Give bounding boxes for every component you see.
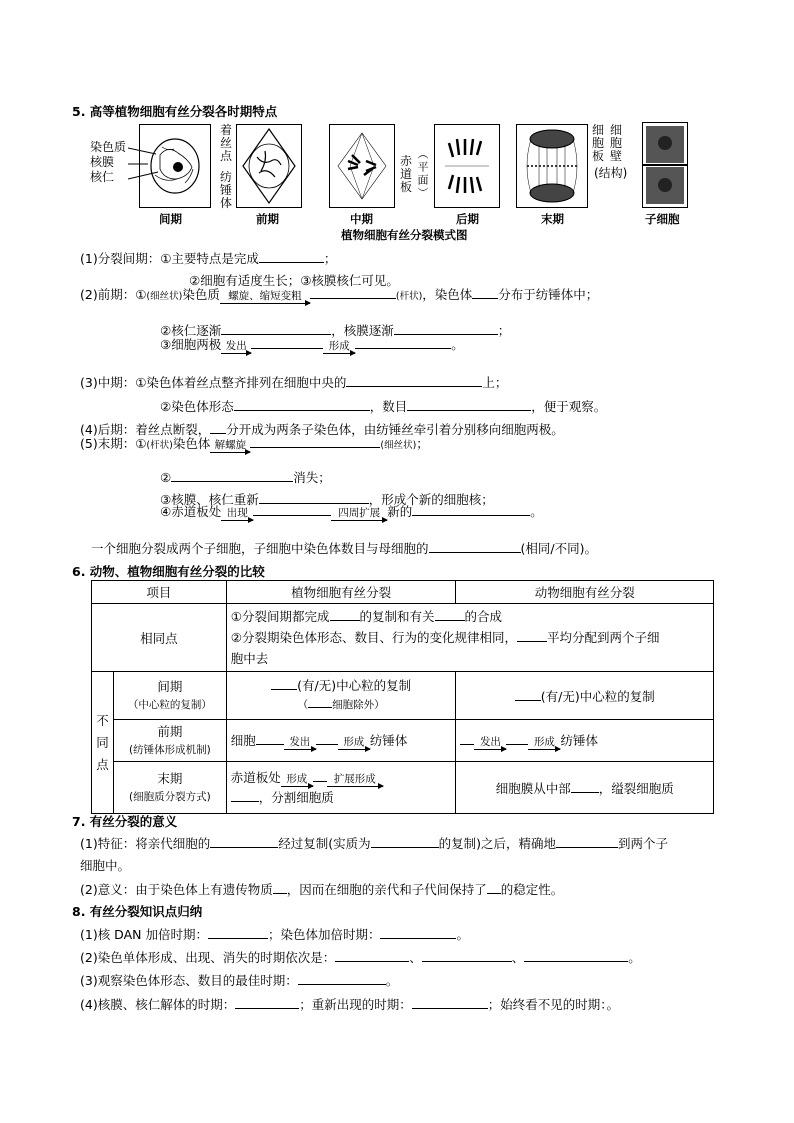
blank[interactable] [422,949,512,962]
s8-text: 。 [456,927,469,942]
label-equator-3: 板 [400,180,413,194]
arrow-form [323,341,355,354]
blank[interactable] [335,949,409,962]
label-cellplate-3: 板 [592,149,605,163]
label-nucleolus: 核仁 [90,170,115,184]
same-content [226,604,713,672]
blank[interactable] [256,732,284,745]
observe-text: ，便于观察。 [531,399,607,414]
r1-name: 间期 [157,678,183,694]
telophase-line-1 [80,434,429,453]
header-animal: 动物细胞有丝分裂 [456,581,714,604]
same-text: ②分裂期染色体形态、数目、行为的变化规律相同， [230,630,518,645]
r3-plant-text: 赤道板处 [230,769,281,785]
caption-metaphase: 中期 [350,212,373,226]
label-spindle-3: 体 [220,196,233,210]
prophase-cell-figure [236,124,302,208]
blank[interactable] [380,926,456,939]
metaphase-line-1 [80,373,507,391]
s8-text: 。 [628,950,641,965]
blank[interactable] [210,421,226,434]
blank[interactable] [394,322,498,335]
caption-daughter-cells: 子细胞 [645,212,680,226]
interphase-pointer-lines [128,144,168,184]
label-cellwall-2: 胞 [610,136,623,150]
equator-text: ④赤道板处 [160,504,222,519]
disappear-text: 消失； [293,470,331,485]
reform-text: ③核膜、核仁重新 [160,492,259,507]
arrow-coil [220,291,310,304]
caption-interphase: 间期 [159,212,182,226]
arrow-emit [474,737,506,750]
same-label: 相同点 [92,604,227,672]
r3-animal [456,762,714,814]
arrow-label: 发出 [479,736,501,748]
r3-plant-line-2 [231,788,452,808]
figure-labels-equator [400,155,412,194]
r1-label [113,672,226,720]
blank[interactable] [298,972,386,985]
table-row-same [92,604,714,672]
spindle-text: 纺锤体 [369,733,408,748]
diff-label-cell [92,672,114,814]
s7-text: 经过复制(实质为 [278,836,371,851]
figure-labels-cellwall [610,124,622,163]
label-plane: （平面） [416,148,429,200]
arrow-label: 发出 [225,340,247,352]
s7-text: 到两个子 [618,836,669,851]
s8-text: ；重新出现的时期： [299,997,412,1012]
s8-text: (3)观察染色体形态、数目的最佳时期： [80,973,298,988]
rod-state-label: (杆状) [395,291,423,302]
arrow-expand [327,774,383,787]
telophase-line-2 [160,468,331,486]
r3-animal-text-2: ，缢裂细胞质 [598,780,674,796]
arrow-emit [221,341,251,354]
same-text: ①分裂间期都完成 [230,609,330,624]
telophase-cell-drawing [517,125,587,207]
summary-options: (相同/不同)。 [520,541,597,556]
arrow-label: 扩展形成 [333,772,376,785]
figure-labels-cellplate [592,124,604,163]
diff-label: 不同点 [96,712,109,772]
arrow-label: 发出 [289,736,311,748]
prophase-line-3 [160,335,464,354]
label-cellplate-1: 细 [592,123,605,137]
caption-anaphase: 后期 [456,212,479,226]
blank[interactable] [231,789,259,802]
blank[interactable] [472,286,498,299]
new-text: 新的 [387,504,413,519]
blank[interactable] [571,780,599,793]
r2-plant [226,720,456,762]
r2-animal [456,720,714,762]
table-header-row [92,581,714,604]
arrow-appear [221,508,253,521]
label-centromere-2: 丝 [220,136,233,150]
r3-sub: (细胞质分裂方式) [129,790,211,803]
blank[interactable] [234,398,370,411]
summary-line [91,539,597,557]
blank[interactable] [316,732,338,745]
rod-state-label: (杆状) [146,440,173,451]
s7-text: 的稳定性。 [500,882,564,897]
thread-state-label: (细丝状) [380,440,417,451]
metaphase-cell-figure [329,124,395,208]
summary-text: 一个细胞分裂成两个子细胞，子细胞中染色体数目与母细胞的 [91,541,429,556]
s8-text: (1)核 DAN 加倍时期： [80,927,208,942]
table-row-telophase [92,762,714,814]
distribution-text: 分布于纺锤体中； [498,287,599,302]
s7-line-1b: 细胞中。 [80,858,131,873]
arrow-label: 四周扩展 [338,507,381,519]
arrow-label: 形成 [328,340,350,352]
caption-telophase: 末期 [541,212,564,226]
blank[interactable] [412,503,530,516]
blank[interactable] [524,949,628,962]
chromosome-text: ，染色体 [422,287,473,302]
s7-line-1 [80,834,668,852]
blank[interactable] [250,435,380,448]
metaphase-text: (3)中期：①染色体着丝点整齐排列在细胞中央的 [80,375,347,390]
blank[interactable] [313,769,327,782]
telophase-sub: ② [160,470,172,485]
metaphase-line-2 [160,397,606,415]
r3-plant [226,762,456,814]
interphase-text: (1)分裂间期：①主要特点是完成 [80,251,259,266]
blank[interactable] [346,374,482,387]
r2-label [113,720,226,762]
same-text: 的复制和有关 [359,609,435,624]
figure-title: 植物细胞有丝分裂模式图 [341,228,468,242]
r3-name: 末期 [157,770,183,786]
header-plant: 植物细胞有丝分裂 [226,581,456,604]
same-line-2 [231,627,709,648]
blank[interactable] [355,336,451,349]
r2-plant-text: 细胞 [230,733,256,748]
interphase-line-1: (1)分裂间期：①主要特点是完成 ； [80,251,337,266]
label-nuclear-membrane: 核膜 [90,155,115,169]
prophase-line-1 [80,285,598,304]
blank[interactable] [506,732,528,745]
arrow-uncoil [210,440,250,453]
s7-text: ，因而在细胞的亲代和子代间保持了 [286,882,487,897]
caption-prophase: 前期 [256,212,279,226]
chromatin-text: 染色质 [182,287,220,302]
telophase-num: (5)末期：① [80,436,147,451]
poles-text: ③细胞两极 [160,337,222,352]
arrow-form [338,737,370,750]
r1-animal [456,672,714,720]
chromosome-text: 染色体 [172,436,211,451]
blank[interactable] [210,835,278,848]
arrow-form [528,737,560,750]
blank[interactable] [271,677,297,690]
s8-line-1 [80,925,469,943]
blank[interactable] [221,322,331,335]
arrow-label: 螺旋、缩短变粗 [228,290,302,302]
prophase-cell-drawing [237,125,301,207]
r1-sub: （中心粒的复制） [127,698,212,711]
s8-text: ；始终看不见的时期：。 [487,997,619,1012]
section-6-title: 6. 动物、植物细胞有丝分裂的比较 [72,564,265,579]
telophase-line-4 [160,502,543,521]
label-spindle-1: 纺 [220,170,233,184]
blank[interactable] [517,629,547,642]
header-item: 项目 [92,581,227,604]
blank[interactable] [407,398,531,411]
blank[interactable] [515,688,541,701]
label-structure: (结构) [594,166,628,180]
blank[interactable] [310,286,396,299]
blank[interactable] [253,503,331,516]
blank[interactable] [235,996,299,1009]
s8-text: (2)染色单体形成、出现、消失的时期依次是： [80,950,336,965]
label-cellwall-1: 细 [610,123,623,137]
label-chromatin: 染色质 [90,140,127,154]
anaphase-cell-figure [434,124,500,208]
prophase-num: (2)前期：① [80,287,147,302]
punct: 。 [530,504,543,519]
table-row-interphase [92,672,714,720]
interphase-line-2: ②细胞有适度生长；③核膜核仁可见。 [189,273,399,288]
same-line-1 [231,606,709,627]
r1-plant-text: (有/无)中心粒的复制 [297,678,412,693]
arrow-emit [284,737,316,750]
arrow-label: 形成 [343,736,365,748]
membrane-text: ，核膜逐渐 [331,323,394,338]
s7-text: 的复制)之后，精确地 [438,836,556,851]
r3-label [113,762,226,814]
shape-text: ②染色体形态 [160,399,234,414]
nucleolus-text: ②核仁逐渐 [160,323,222,338]
blank[interactable] [273,881,287,894]
arrow-label: 出现 [226,507,248,519]
blank[interactable] [208,926,268,939]
blank[interactable] [259,250,324,263]
r3-plant-line-1 [231,768,452,788]
comparison-table [91,580,714,814]
r1-plant-note [231,695,452,714]
blank[interactable] [429,540,521,553]
s8-text: 、 [511,950,525,965]
s8-text: 。 [385,973,399,988]
count-text: ，数目 [369,399,408,414]
blank[interactable] [412,996,488,1009]
same-text: 平均分配到两个子细 [547,630,660,645]
same-line-3: 胞中去 [230,651,269,666]
blank[interactable] [435,608,465,621]
same-text: 的合成 [464,609,503,624]
label-spindle-2: 锤 [220,183,233,197]
arrow-label: 形成 [533,736,555,748]
r1-plant-line [231,677,452,695]
telophase-cell-figure [516,124,588,208]
blank[interactable] [371,835,439,848]
r2-sub: (纺锤体形成机制) [129,743,211,756]
s8-text: ；染色体加倍时期： [267,927,381,942]
blank[interactable] [487,881,501,894]
s7-text: (2)意义：由于染色体上有遗传物质 [80,882,273,897]
blank[interactable] [308,695,332,708]
section-7-title: 7. 有丝分裂的意义 [72,814,178,829]
figure-labels-prophase [220,124,232,210]
section-5-title: 5. 高等植物细胞有丝分裂各时期特点 [72,104,278,119]
r3-plant-text-2: ，分割细胞质 [258,789,334,805]
anaphase-text: (4)后期：着丝点断裂， [80,422,211,437]
arrow-form [281,774,313,787]
blank[interactable] [171,469,293,482]
daughter-cells-figure [642,122,688,208]
label-equator-1: 赤 [400,154,413,168]
r2-name: 前期 [157,723,183,739]
blank[interactable] [251,336,323,349]
s8-text: (4)核膜、核仁解体的时期： [80,997,236,1012]
blank[interactable] [460,732,474,745]
blank[interactable] [330,608,360,621]
nucleus-text: ，形成个新的细胞核； [368,492,494,507]
label-centromere-1: 着 [220,123,233,137]
punct: 上； [482,375,508,390]
punct: ； [416,436,429,451]
arrow-expand [331,508,387,521]
label-centromere-3: 点 [220,149,233,163]
punct: 。 [451,337,464,352]
note-open: （ [297,699,309,711]
daughter-cells-drawing [643,123,687,207]
spindle-text: 纺锤体 [560,733,598,748]
label-equator-2: 道 [400,167,413,181]
anaphase-cell-drawing [435,125,499,207]
punct: ； [497,323,511,338]
thread-state-label: (细丝状) [146,291,183,302]
section-8-title: 8. 有丝分裂知识点归纳 [72,904,203,919]
r3-animal-text: 细胞膜从中部 [495,780,571,796]
r1-animal-text: (有/无)中心粒的复制 [540,688,655,704]
table-row-prophase [92,720,714,762]
s8-text: 、 [409,950,422,965]
s8-line-3 [80,971,398,989]
r1-plant [226,672,456,720]
arrow-label: 形成 [286,772,308,785]
figure-labels-interphase [90,140,126,185]
blank[interactable] [556,835,618,848]
s8-line-4 [80,995,619,1013]
note-text: 细胞除外） [332,699,385,711]
arrow-label: 解螺旋 [214,439,247,451]
metaphase-cell-drawing [330,125,394,207]
anaphase-text-2: 分开成为两条子染色体，由纺锤丝牵引着分别移向细胞两极。 [226,422,564,437]
s7-text: (1)特征：将亲代细胞的 [80,836,211,851]
label-cellwall-3: 壁 [610,149,623,163]
label-cellplate-2: 胞 [592,136,605,150]
s7-line-2 [80,880,563,898]
s8-line-2 [80,948,641,966]
